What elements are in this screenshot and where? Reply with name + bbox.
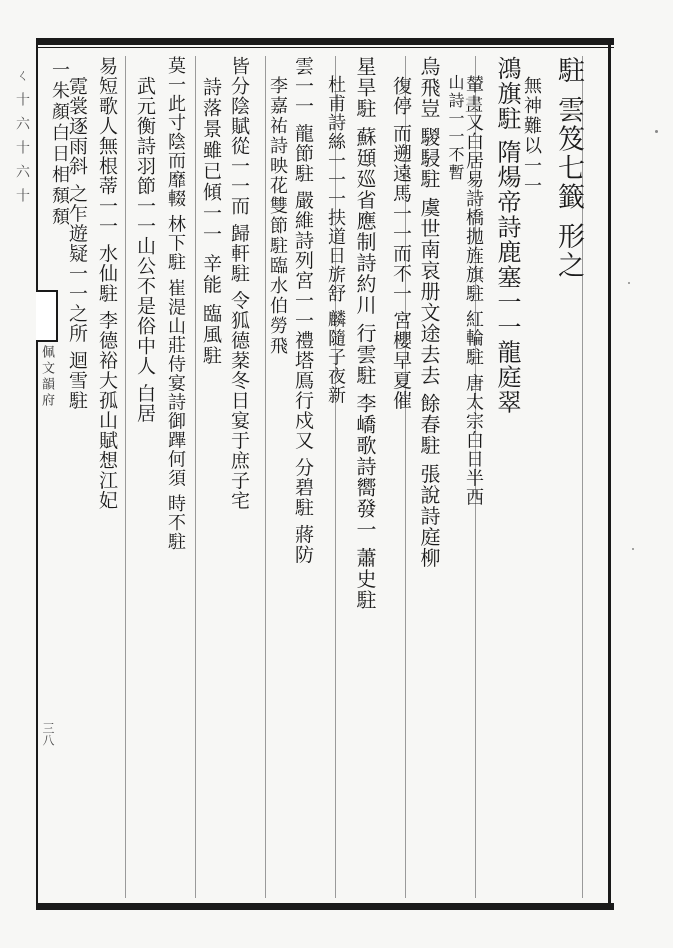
paper-speck [632,548,634,550]
column-rule [125,56,126,898]
gutter-title: 佩文韻府 [39,345,54,409]
text-column: 鴻旗駐 隋煬帝詩鹿塞一一龍庭翠 [493,56,521,415]
text-column: 皆分陰賦從一一而 歸軒駐 令狐德棻冬日宴于庶子宅 [228,56,250,511]
gutter-marks: ㄑ十六十六十 [14,68,30,212]
text-column: 烏飛豈 騣駸駐 虞世南哀册文途去去 餘春駐 張說詩庭柳 [417,56,441,569]
paper-speck [628,282,630,284]
text-column: 莫一此寸陰而靡輟 林下駐 崔湜山莊侍宴詩御蹕何須 時不駐 [165,56,186,552]
text-column: 一朱顏白日相頹頹 [49,60,70,228]
paper-speck [655,130,658,133]
text-column: 李嘉祐詩映花雙節駐臨水伯勞飛 [267,56,288,356]
text-column: 雲一一 龍節駐 嚴維詩列宮一一禮塔鳫行戍又 分碧駐 蔣防 [292,56,314,565]
left-border [36,38,38,910]
gutter-fishtail [36,290,58,342]
text-column: 易短歌人無根蒂一一 水仙駐 李德裕大孤山賦想江妃 [96,56,118,511]
text-column: 杜甫詩絲一一一扶道日旂舒 麟隨子夜新 [325,56,346,405]
page-number: 三八 [41,722,55,746]
text-column: 復停 而遡遠馬一一而不一 宮櫻早夏催 [390,56,412,411]
text-column: 霓裳逐雨斜 之乍遊疑一一之所 迴雪駐 [66,56,88,411]
bottom-border [36,903,614,910]
top-border [36,38,614,45]
right-border [608,38,611,910]
text-column: 武元衡詩羽節一一山公不是俗中人 白居 [134,56,156,424]
text-column: 山詩一一不暫 [446,56,465,182]
top-border-thin [36,47,614,48]
text-column: 輦𦘕又白居易詩橋拋旌旗駐 紅輪駐 唐太宗白日半西 [463,56,484,507]
text-column: 無神難以一一 [521,56,542,196]
text-column: 詩落景雖已傾一一 辛能 臨風駐 [200,56,222,367]
text-column: 星旱駐 蘇頲廵省應制詩約川 行雲駐 李嶠歌詩嚮發一 蕭史駐 [353,56,377,611]
text-column: 駐 雲笈七籤 形之 [553,56,584,281]
